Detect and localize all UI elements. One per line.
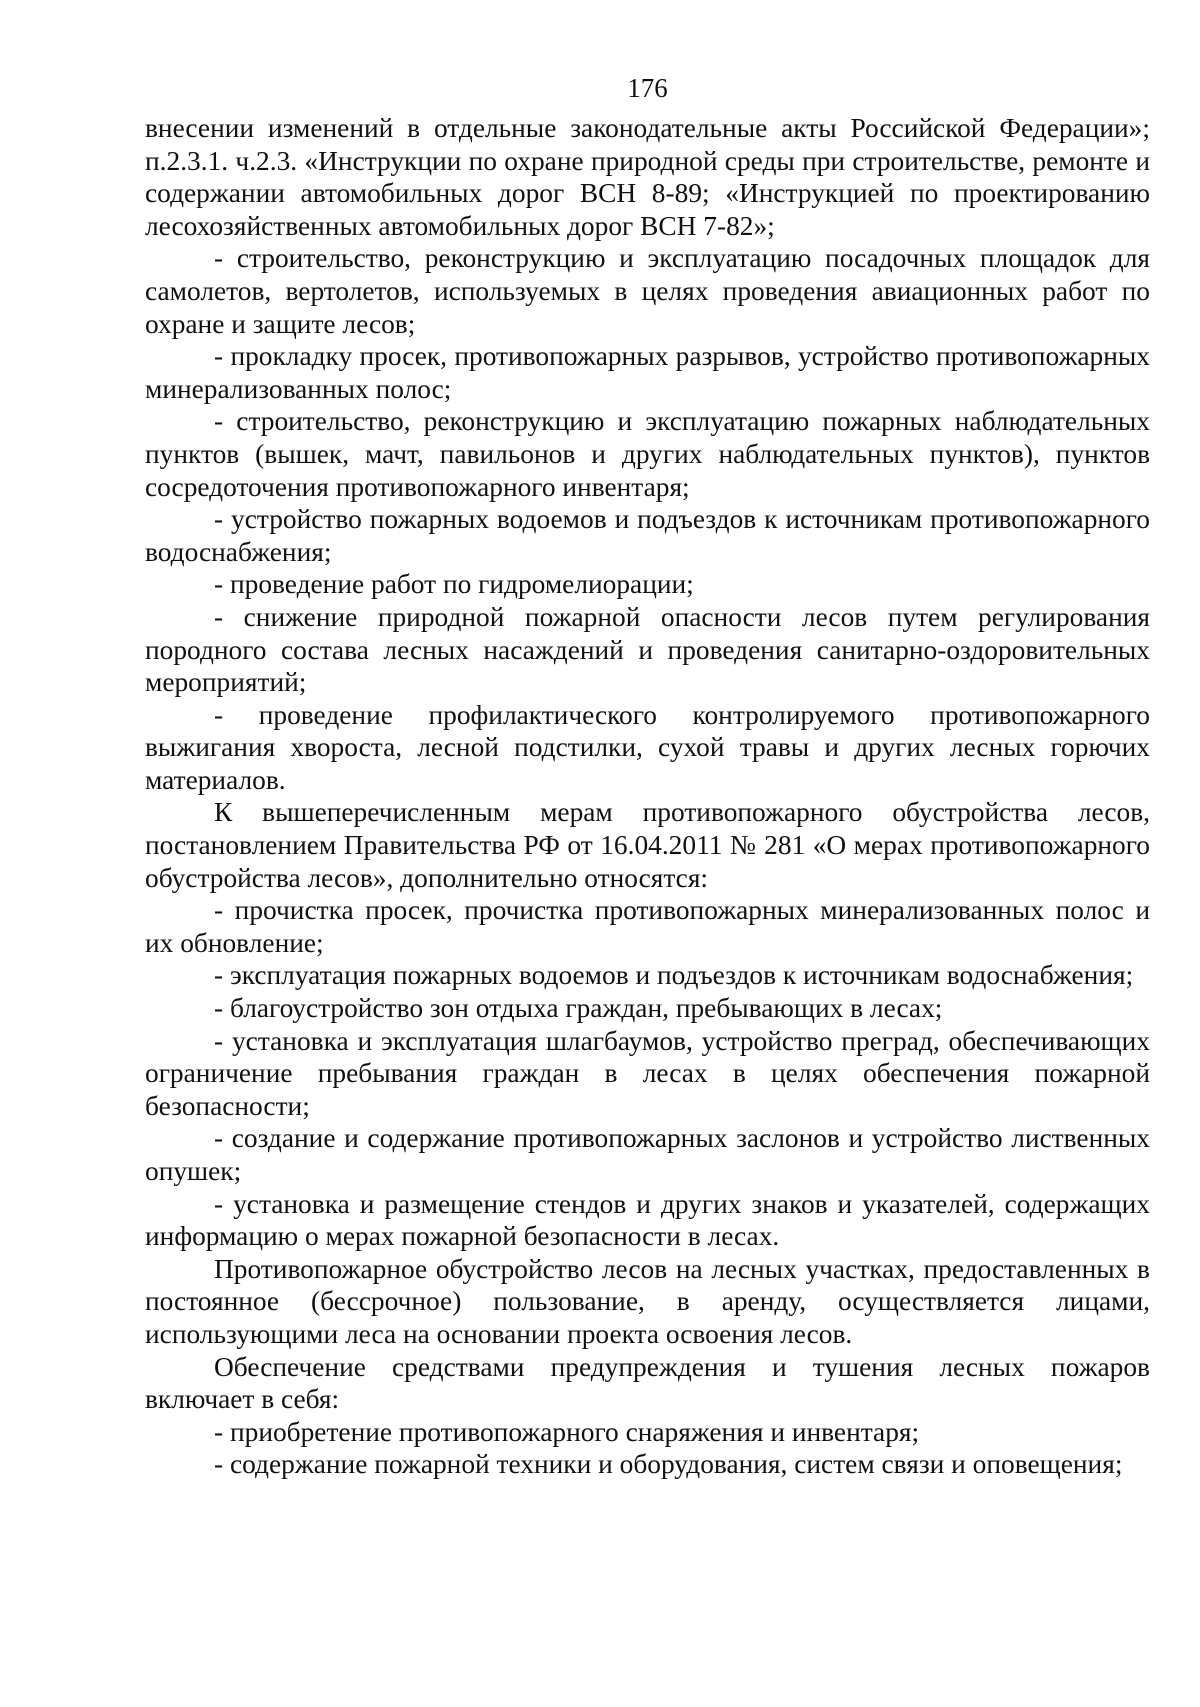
list-item-landing-sites: - строительство, реконструкцию и эксплуатацию посадочных площадок для самолетов, вертолетов, используемых в целях проведения авиационных работ по охране и защите лесов; (145, 243, 1150, 339)
list-item-equipment-maintenance: - содержание пожарной техники и оборудования, систем связи и оповещения; (214, 1449, 1123, 1480)
list-item-fire-screens: - создание и содержание противопожарных заслонов и устройство лиственных опушек; (145, 1123, 1150, 1186)
list-item-hydromelioration: - проведение работ по гидромелиорации; (214, 569, 694, 600)
list-item-equipment-purchase: - приобретение противопожарного снаряжения и инвентаря; (214, 1416, 920, 1447)
paragraph-fire-prevention-means: Обеспечение средствами предупреждения и тушения лесных пожаров включает в себя: (145, 1351, 1150, 1415)
document-page (145, 68, 1150, 1481)
list-item-fire-hazard-reduction: - снижение природной пожарной опасности лесов путем регулирования породного состава лесных насаждений и проведения санитарно-оздоровительных мероприятий; (145, 601, 1150, 698)
list-item-observation-points: - строительство, реконструкцию и эксплуатацию пожарных наблюдательных пунктов (вышек, мачт, павильонов и других наблюдательных пунктов), пунктов сосредоточения противопожарного инвентаря; (145, 406, 1150, 502)
list-item-reservoir-operation: - эксплуатация пожарных водоемов и подъездов к источникам водоснабжения; (214, 960, 1134, 991)
list-item-barriers: - установка и эксплуатация шлагбаумов, устройство преград, обеспечивающих ограничение пребывания граждан в лесах в целях обеспечения пожарной безопасности; (145, 1025, 1150, 1121)
list-item-controlled-burning: - проведение профилактического контролируемого противопожарного выжигания хвороста, лесной подстилки, сухой травы и других лесных горючих материалов. (145, 699, 1150, 795)
page-number: 176 (627, 73, 668, 103)
paragraph-continuation: внесении изменений в отдельные законодательные акты Российской Федерации»; п.2.3.1. ч.2.3. «Инструкции по охране природной среды при строительстве, ремонте и содержании автомобильных дорог ВСН 8-89; «Инструкцией по проектированию лесохозяйственных автомобильных дорог ВСН 7-82»; (145, 113, 1150, 241)
list-item-information-stands: - установка и размещение стендов и других знаков и указателей, содержащих информацию о мерах пожарной безопасности в лесах. (145, 1188, 1150, 1252)
paragraph-leased-plots: Противопожарное обустройство лесов на лесных участках, предоставленных в постоянное (бессрочное) пользование, в аренду, осуществляется лицами, использующими леса на основании проекта освоения лесов. (145, 1253, 1150, 1349)
list-item-recreation-zones: - благоустройство зон отдыха граждан, пребывающих в лесах; (214, 993, 943, 1024)
paragraph-government-decree: К вышеперечисленным мерам противопожарного обустройства лесов, постановлением Правительства РФ от 16.04.2011 № 281 «О мерах противопожарного обустройства лесов», дополнительно относятся: (145, 797, 1150, 893)
list-item-water-reservoirs: - устройство пожарных водоемов и подъездов к источникам противопожарного водоснабжения; (145, 504, 1150, 567)
list-item-clearings: - прокладку просек, противопожарных разрывов, устройство противопожарных минерализованных полос; (145, 341, 1150, 404)
list-item-clearing-maintenance: - прочистка просек, прочистка противопожарных минерализованных полос и их обновление; (145, 895, 1150, 958)
